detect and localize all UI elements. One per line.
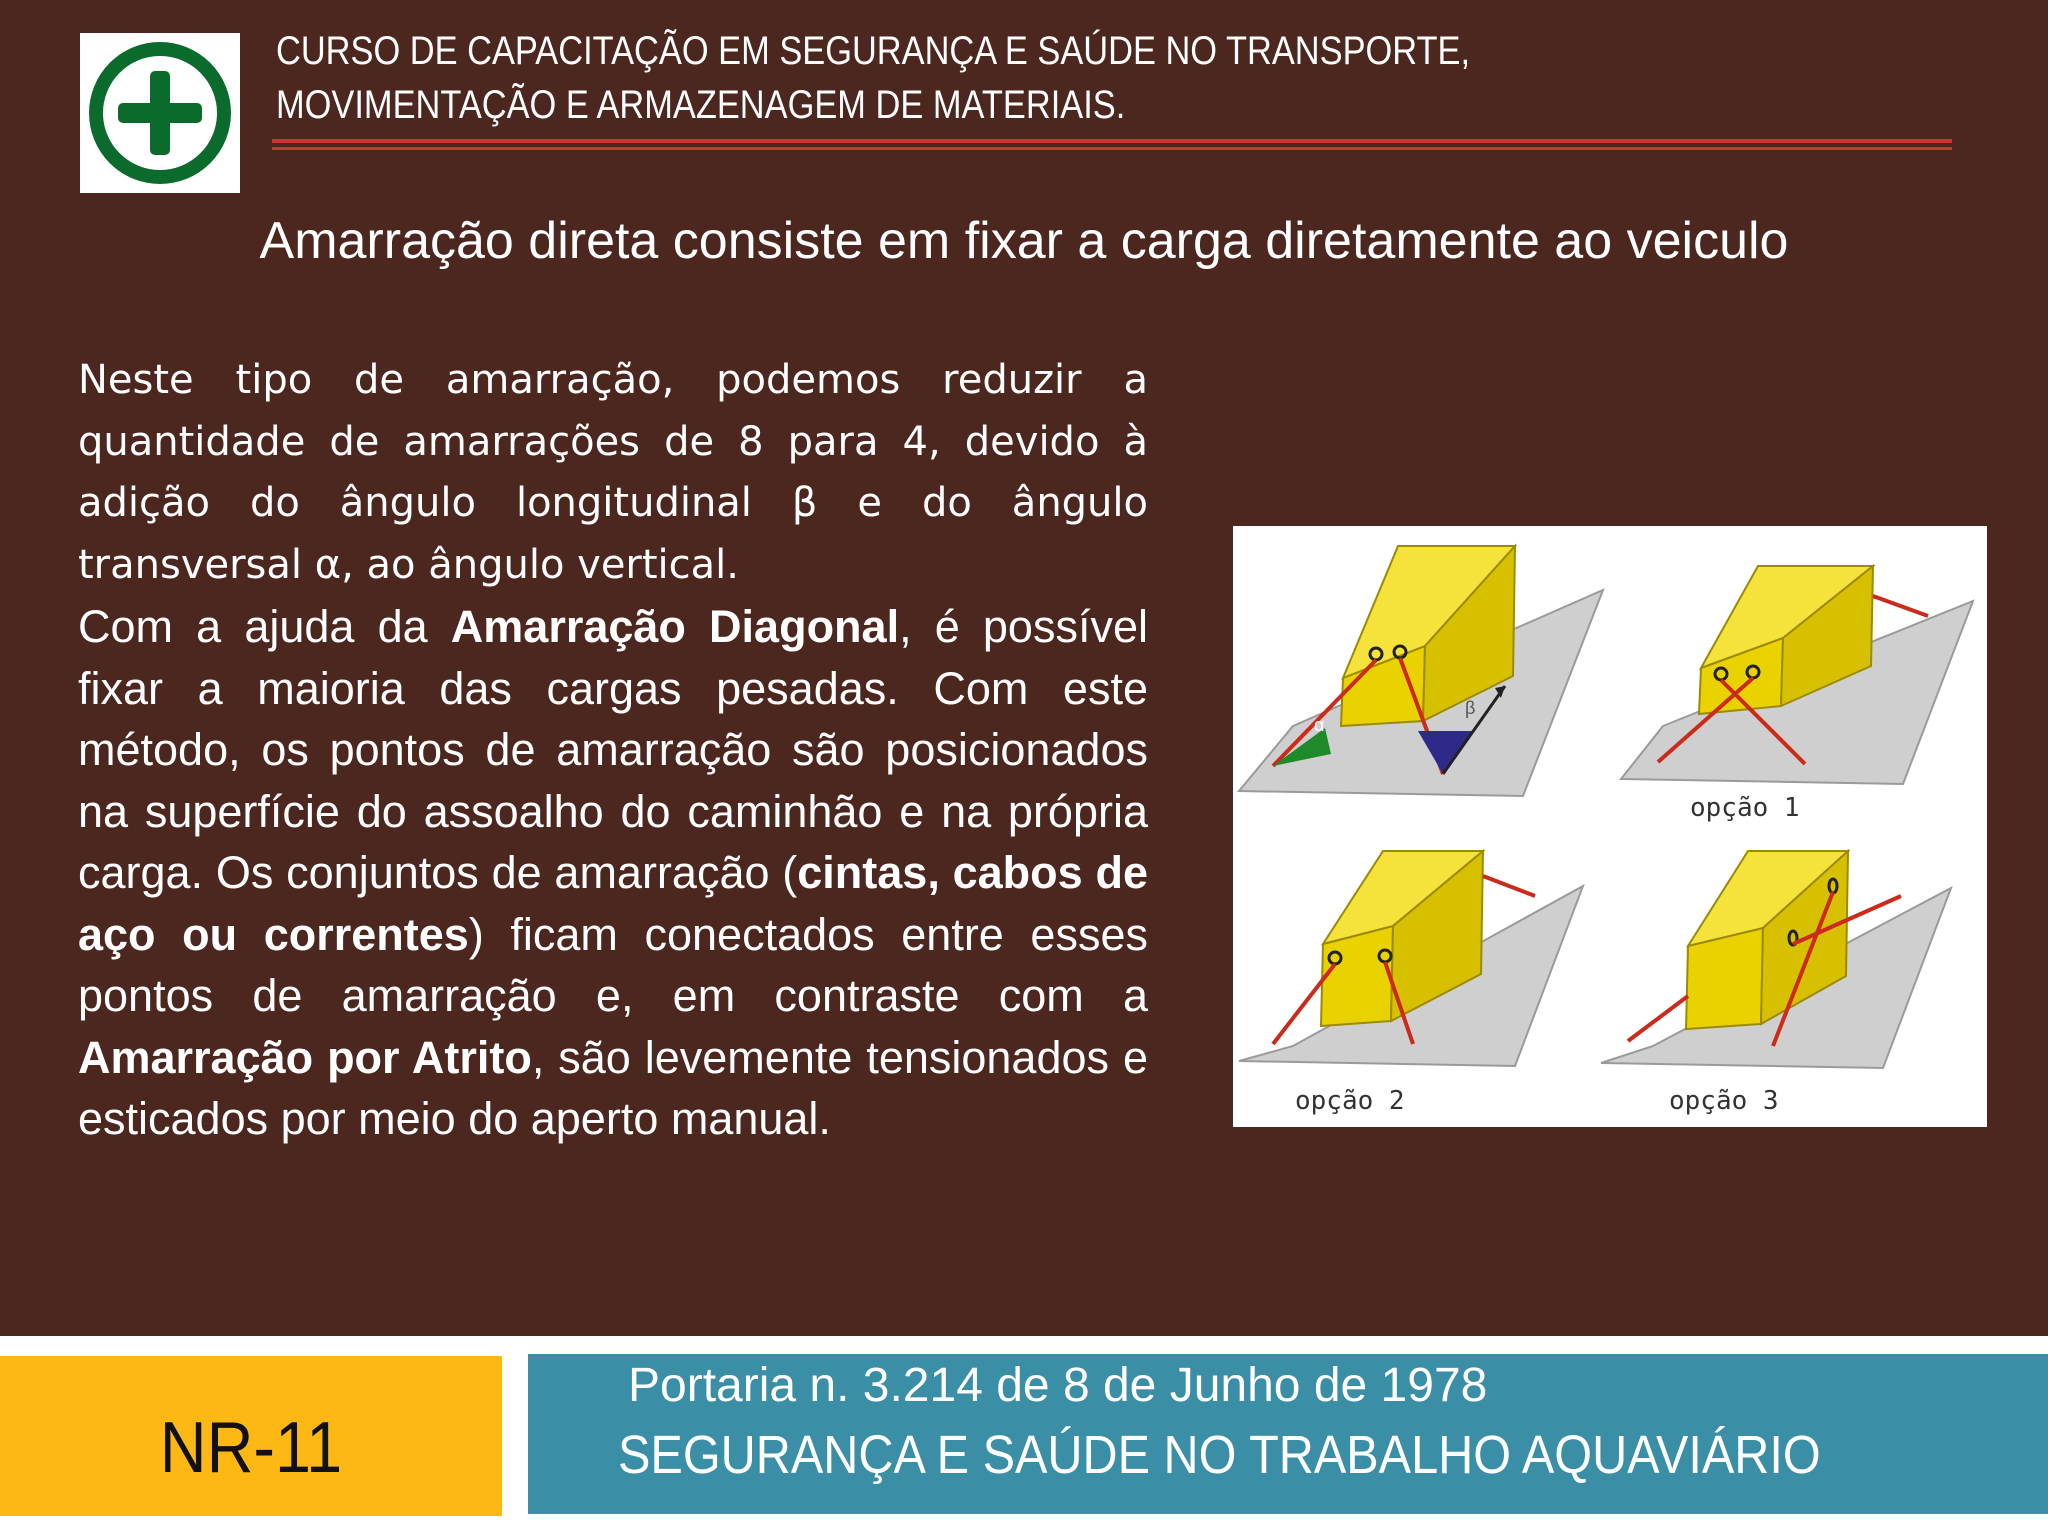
nr-label: NR-11 bbox=[159, 1408, 343, 1488]
lashing-diagram bbox=[1233, 526, 1987, 1127]
beta-label: β bbox=[1465, 698, 1476, 718]
slide-title: Amarração direta consiste em fixar a carga diretamente ao veiculo bbox=[259, 212, 1789, 270]
paragraph-1: Neste tipo de amarração, podemos reduzir a quantidade de amarrações de 8 para 4, devido à adição do ângulo longitudinal β e do ângulo transversal α, ao ângulo vertical. bbox=[78, 357, 1148, 588]
p2-text-c: , é possível fixar a maioria das cargas pesadas. Com este método, os pontos de amarração são posicionados na superfície do assoalho do caminhão e na própria carga. Os conjuntos de amarração ( bbox=[78, 601, 1148, 898]
header-divider-secondary bbox=[272, 147, 1952, 150]
diagram-option-1 bbox=[1621, 566, 1973, 823]
footer-subtitle: SEGURANÇA E SAÚDE NO TRABALHO AQUAVIÁRIO bbox=[618, 1425, 1821, 1485]
option-3-label: opção 3 bbox=[1669, 1086, 1779, 1116]
green-cross-circle-icon bbox=[80, 33, 240, 193]
p2-text-g: , são levemente tensionados e esticados por meio do aperto manual. bbox=[78, 1031, 1148, 1144]
p2-text-e: ) ficam conectados entre esses pontos de amarração e, em contraste com a bbox=[78, 908, 1148, 1021]
course-title: CURSO DE CAPACITAÇÃO EM SEGURANÇA E SAÚDE NO TRANSPORTE, MOVIMENTAÇÃO E ARMAZENAGEM DE MATERIAIS. bbox=[276, 29, 1471, 127]
header-divider bbox=[272, 139, 1952, 143]
p2-bold-materials: cintas, cabos de aço ou correntes bbox=[78, 847, 1148, 960]
option-1-label: opção 1 bbox=[1690, 793, 1800, 823]
alpha-label: α bbox=[1314, 715, 1325, 735]
p2-bold-diagonal: Amarração Diagonal bbox=[450, 601, 900, 652]
portaria-text: Portaria n. 3.214 de 8 de Junho de 1978 bbox=[628, 1359, 1488, 1412]
p2-bold-atrito: Amarração por Atrito bbox=[78, 1031, 532, 1083]
p2-text-a: Com a ajuda da bbox=[78, 601, 451, 652]
logo bbox=[80, 33, 240, 193]
body-text bbox=[78, 350, 1148, 1150]
paragraph-2 bbox=[78, 596, 1148, 1150]
option-2-label: opção 2 bbox=[1295, 1086, 1405, 1116]
diagram-main bbox=[1239, 546, 1603, 796]
diagram-option-3 bbox=[1601, 851, 1951, 1116]
diagram-option-2 bbox=[1239, 851, 1583, 1116]
